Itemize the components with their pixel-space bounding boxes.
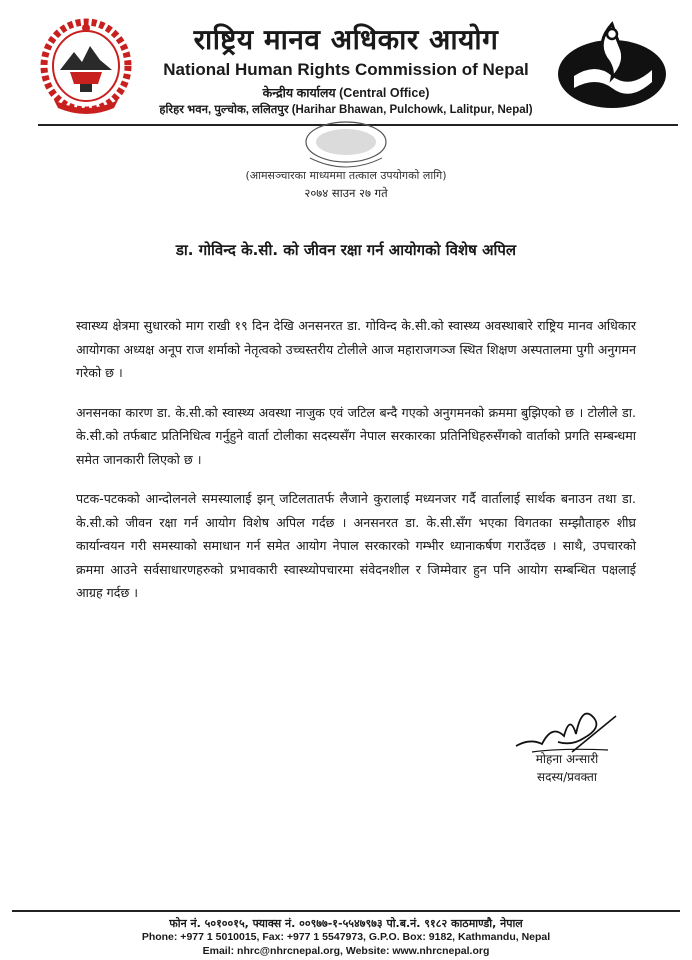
nhrc-logo-icon [556,18,668,114]
release-date: २०७४ साउन २७ गते [304,186,388,200]
address-line: हरिहर भवन, पुल्चोक, ललितपुर (Harihar Bhawan, Pulchowk, Lalitpur, Nepal) [159,104,533,116]
footer-contact-nepali: फोन नं. ५०१००१५, फ्याक्स नं. ००९७७-१-५५४७९७३ पो.ब.नं. ९१८२ काठमाण्डौ, नेपाल [169,917,523,930]
press-release-title: डा. गोविन्द के.सी. को जीवन रक्षा गर्न आयोगको विशेष अपिल [175,241,517,259]
release-type: (आमसञ्चारका माध्यममा तत्काल उपयोगको लागि) [245,169,447,182]
press-release-body [76,314,636,621]
org-name-nepali: राष्ट्रिय मानव अधिकार आयोग [193,23,499,56]
office-line: केन्द्रीय कार्यालय (Central Office) [262,86,430,100]
footer-divider [12,910,680,912]
footer-email-website: Email: nhrc@nhrcnepal.org, Website: www.nhrcnepal.org [202,945,490,957]
paragraph-3: पटक-पटकको आन्दोलनले समस्यालाई झन् जटिलतातर्फ लैजाने कुरालाई मध्यनजर गर्दै वार्तालाई सार्थक बनाउन तथा डा. के.सी.को जीवन रक्षा गर्न आयोग विशेष अपिल गर्दछ । अनसनरत डा. के.सी.सँग भएका विगतका सम्झौताहरु शीघ्र कार्यान्वयन गरी समस्याको समाधान गर्न समेत आयोग नेपाल सरकारको गम्भीर ध्यानाकर्षण गराउँदछ । साथै, उपचारको क्रममा आउने सर्वसाधारणहरुको प्रभावकारी स्वास्थ्योपचारमा संवेदनशील र जिम्मेवार हुन पनि आयोग सम्बन्धित पक्षलाई आग्रह गर्दछ । [76,491,636,600]
paragraph-2: अनसनका कारण डा. के.सी.को स्वास्थ्य अवस्था नाजुक एवं जटिल बन्दै गएको अनुगमनको क्रममा बुझिएको छ । टोलीले डा. के.सी.को तर्फबाट प्रतिनिधित्व गर्नुहुने वार्ता टोलीका सदस्यसँग नेपाल सरकारका प्रतिनिधिहरुसँगको वार्ताको प्रगति सम्बन्धमा समेत जानकारी लिएको छ । [76,404,636,467]
signatory-name: मोहना अन्सारी [535,752,599,766]
nepal-emblem-icon [40,18,132,114]
handwritten-signature [512,694,622,756]
signatory-role: सदस्य/प्रवक्ता [536,770,598,784]
paragraph-1: स्वास्थ्य क्षेत्रमा सुधारको माग राखी १९ दिन देखि अनसनरत डा. गोविन्द के.सी.को स्वास्थ्य अवस्थाबारे राष्ट्रिय मानव अधिकार आयोगका अध्यक्ष अनूप राज शर्माको नेतृत्वको उच्चस्तरीय टोलीले आज महाराजगञ्ज स्थित शिक्षण अस्पतालमा पुगी अनुगमन गरेको छ । [76,318,636,380]
org-name-english: National Human Rights Commission of Nepal [163,60,529,79]
footer-contact-english: Phone: +977 1 5010015, Fax: +977 1 5547973, G.P.O. Box: 9182, Kathmandu, Nepal [141,931,551,943]
